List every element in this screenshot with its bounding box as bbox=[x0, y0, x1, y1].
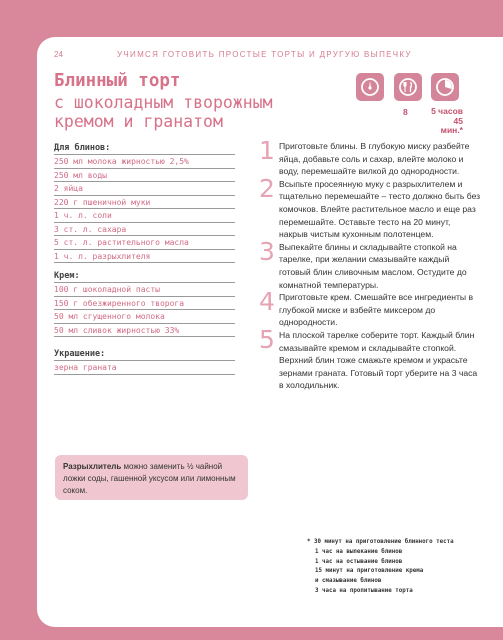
pancakes-heading: Для блинов: bbox=[54, 143, 111, 153]
step-text: Приготовьте блины. В глубокую миску разбейте яйца, добавьте соль и сахар, влейте молоко и воду, перемешайте вилкой до однородности. bbox=[279, 141, 470, 177]
step-number: 5 bbox=[259, 324, 275, 354]
ingredient-row: 1 ч. л. соли bbox=[54, 209, 235, 223]
step-number: 1 bbox=[259, 136, 275, 165]
step-text: Всыпьте просеянную муку с разрыхлителем и тщательно перемешайте – тесто должно быть без комочков. Влейте растительное масло и еще раз перемешайте. Оставьте тесто на 20 минут, накрыв чистым кухонным полотенцем. bbox=[279, 178, 481, 240]
recipe-step bbox=[259, 136, 481, 178]
recipe-steps bbox=[259, 136, 481, 392]
servings-value: 8 bbox=[403, 107, 408, 117]
recipe-title-line3: кремом и гранатом bbox=[54, 112, 223, 131]
step-number: 3 bbox=[259, 236, 275, 266]
note-text: можно заменить ½ чайной ложки соды, гашенной уксусом или лимонным соком. bbox=[63, 462, 236, 495]
ingredient-row: 250 мл молока жирностью 2,5% bbox=[54, 154, 235, 169]
recipe-title-line1: Блинный торт bbox=[54, 71, 181, 91]
ingredient-row: 100 г шоколадной пасты bbox=[54, 282, 235, 297]
ingredient-row: 3 ст. л. сахара bbox=[54, 223, 235, 237]
pancakes-ingredients-list bbox=[54, 154, 235, 263]
ingredient-row: 50 мл сгущенного молока bbox=[54, 310, 235, 324]
ingredient-row: 1 ч. л. разрыхлителя bbox=[54, 250, 235, 264]
total-time-minutes: 45 мин.* bbox=[440, 115, 463, 135]
ingredient-row: 250 мл воды bbox=[54, 169, 235, 183]
cream-heading: Крем: bbox=[54, 271, 80, 281]
ingredient-row: 150 г обезжиренного творога bbox=[54, 297, 235, 311]
time-note-line: * 30 минут на приготовление блинного теста bbox=[307, 539, 454, 545]
time-note-line: 15 минут на приготовление крема bbox=[315, 568, 424, 575]
total-time bbox=[429, 107, 463, 136]
difficulty-icon bbox=[356, 73, 384, 101]
time-note-line: 1 час на выпекание блинов bbox=[315, 548, 403, 555]
step-number: 2 bbox=[259, 173, 275, 203]
ingredient-row: 50 мл сливок жирностью 33% bbox=[54, 324, 235, 338]
recipe-step bbox=[259, 173, 481, 241]
note-bold-term: Разрыхлитель bbox=[63, 462, 122, 471]
ingredient-row: 220 г пшеничной муки bbox=[54, 196, 235, 210]
time-note-line: 1 час на остывание блинов bbox=[315, 558, 403, 565]
ingredient-row: зерна граната bbox=[54, 360, 235, 375]
step-text: На плоской тарелке соберите торт. Каждый блин смазывайте кремом и складывайте стопкой. Верхний блин тоже смажьте кремом и украсьте зернами граната. Готовый торт уберите на 3 часа в холодильник. bbox=[279, 329, 478, 391]
step-number: 4 bbox=[259, 287, 275, 317]
ingredient-row: 5 ст. л. растительного масла bbox=[54, 236, 235, 250]
recipe-step bbox=[259, 287, 481, 329]
time-breakdown bbox=[307, 538, 497, 597]
clock-icon bbox=[431, 73, 459, 101]
baking-powder-note bbox=[55, 455, 248, 500]
cutlery-icon bbox=[394, 73, 422, 101]
recipe-page bbox=[37, 37, 503, 627]
ingredient-row: 2 яйца bbox=[54, 182, 235, 196]
running-title: УЧИМСЯ ГОТОВИТЬ ПРОСТЫЕ ТОРТЫ И ДРУГУЮ ВЫПЕЧКУ bbox=[117, 50, 412, 59]
recipe-title-line2: с шоколадным творожным bbox=[54, 93, 273, 112]
recipe-step bbox=[259, 324, 481, 392]
cream-ingredients-list bbox=[54, 282, 235, 337]
decoration-heading: Украшение: bbox=[54, 349, 106, 359]
step-text: Выпекайте блины и складывайте стопкой на тарелке, при желании смазывайте каждый готовый блин сливочным маслом. Остудите до комнатной температуры. bbox=[279, 241, 467, 290]
page-number: 24 bbox=[54, 50, 63, 59]
time-note-line: и смазывание блинов bbox=[315, 578, 382, 585]
step-text: Приготовьте крем. Смешайте все ингредиенты в глубокой миске и взбейте миксером до однородности. bbox=[279, 292, 474, 328]
total-time-hours: 5 часов bbox=[431, 106, 463, 116]
recipe-step bbox=[259, 236, 481, 291]
decoration-ingredients-list bbox=[54, 360, 235, 375]
time-note-line: 3 часа на пропитывание торта bbox=[315, 587, 413, 594]
